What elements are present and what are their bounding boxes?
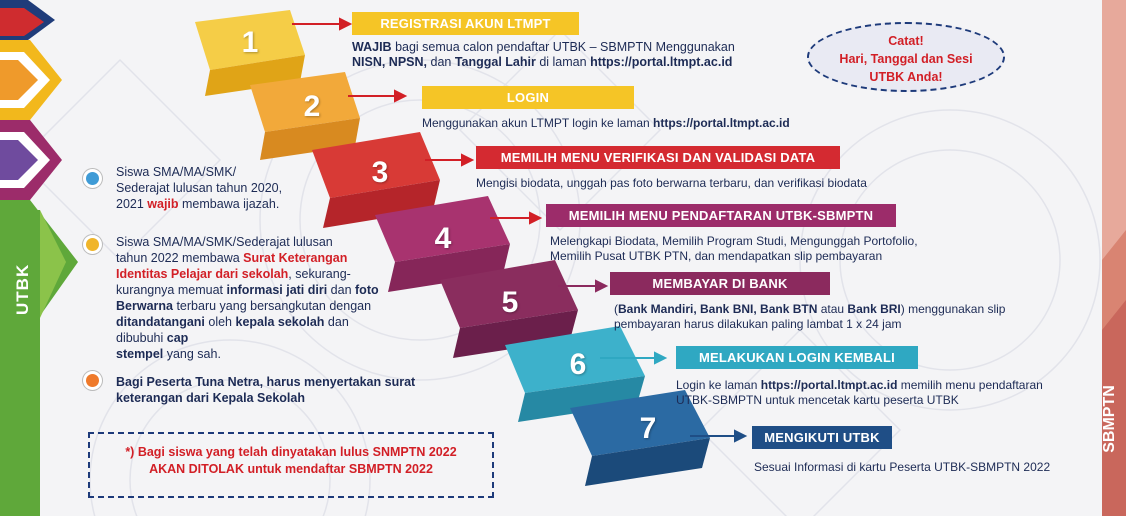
step-number-3: 3 xyxy=(371,156,389,189)
step-title-3: MEMILIH MENU VERIFIKASI DAN VALIDASI DATA xyxy=(476,146,840,169)
utbk-side-label: UTBK xyxy=(13,263,32,315)
step-number-1: 1 xyxy=(241,26,259,59)
step-desc-7: Sesuai Informasi di kartu Peserta UTBK-SBMPTN 2022 xyxy=(754,460,1051,474)
step-number-2: 2 xyxy=(303,90,321,123)
step-desc-3: Mengisi biodata, unggah pas foto berwarna terbaru, dan verifikasi biodata xyxy=(476,176,867,190)
snmptn-warning-box: *) Bagi siswa yang telah dinyatakan lulus SNMPTN 2022 AKAN DITOLAK untuk mendaftar SBMPTN 2022 xyxy=(88,432,494,498)
step-title-4: MEMILIH MENU PENDAFTARAN UTBK-SBMPTN xyxy=(546,204,896,227)
step-desc-5: (Bank Mandiri, Bank BNI, Bank BTN atau Bank BRI) menggunakan slip pembayaran harus dilakukan paling lambat 1 x 24 jam xyxy=(614,302,1006,331)
step-title-6: MELAKUKAN LOGIN KEMBALI xyxy=(676,346,918,369)
step-number-5: 5 xyxy=(501,286,519,319)
step-desc-1: WAJIB bagi semua calon pendaftar UTBK – SBMPTN Menggunakan NISN, NPSN, dan Tanggal Lahir di laman https://portal.ltmpt.ac.id xyxy=(352,40,735,69)
bullet-blue xyxy=(86,172,99,185)
step-number-4: 4 xyxy=(434,222,452,255)
bullet-yellow xyxy=(86,238,99,251)
note-ijazah: Siswa SMA/MA/SMK/ Sederajat lulusan tahun 2020, 2021 wajib membawa ijazah. xyxy=(116,165,283,211)
step-desc-2: Menggunakan akun LTMPT login ke laman https://portal.ltmpt.ac.id xyxy=(422,116,790,130)
note-tuna-netra: Bagi Peserta Tuna Netra, harus menyertakan surat keterangan dari Kepala Sekolah xyxy=(116,375,416,405)
step-title-7: MENGIKUTI UTBK xyxy=(752,426,892,449)
sbmptn-side-label: SBMPTN xyxy=(1101,385,1118,453)
step-number-7: 7 xyxy=(639,412,657,445)
catat-note: Catat! Hari, Tanggal dan Sesi UTBK Anda! xyxy=(807,22,1005,92)
step-title-5: MEMBAYAR DI BANK xyxy=(610,272,830,295)
step-desc-6: Login ke laman https://portal.ltmpt.ac.id memilih menu pendaftaran UTBK-SBMPTN untuk mencetak kartu peserta UTBK xyxy=(676,378,1043,407)
step-title-1: REGISTRASI AKUN LTMPT xyxy=(352,12,579,35)
step-desc-4: Melengkapi Biodata, Memilih Program Studi, Mengunggah Portofolio, Memilih Pusat UTBK PTN, dan mendapatkan slip pembayaran xyxy=(550,234,918,263)
note-surat-keterangan: Siswa SMA/MA/SMK/Sederajat lulusan tahun 2022 membawa Surat Keterangan Identitas Pelajar dari sekolah, sekurang- kurangnya memuat informasi jati diri dan foto Berwarna terbaru yang bersangkutan dengan ditandatangani oleh kepala sekolah dan dibubuhi cap stempel yang sah. xyxy=(116,235,379,361)
step-number-6: 6 xyxy=(569,348,587,381)
bullet-orange xyxy=(86,374,99,387)
step-title-2: LOGIN xyxy=(422,86,634,109)
